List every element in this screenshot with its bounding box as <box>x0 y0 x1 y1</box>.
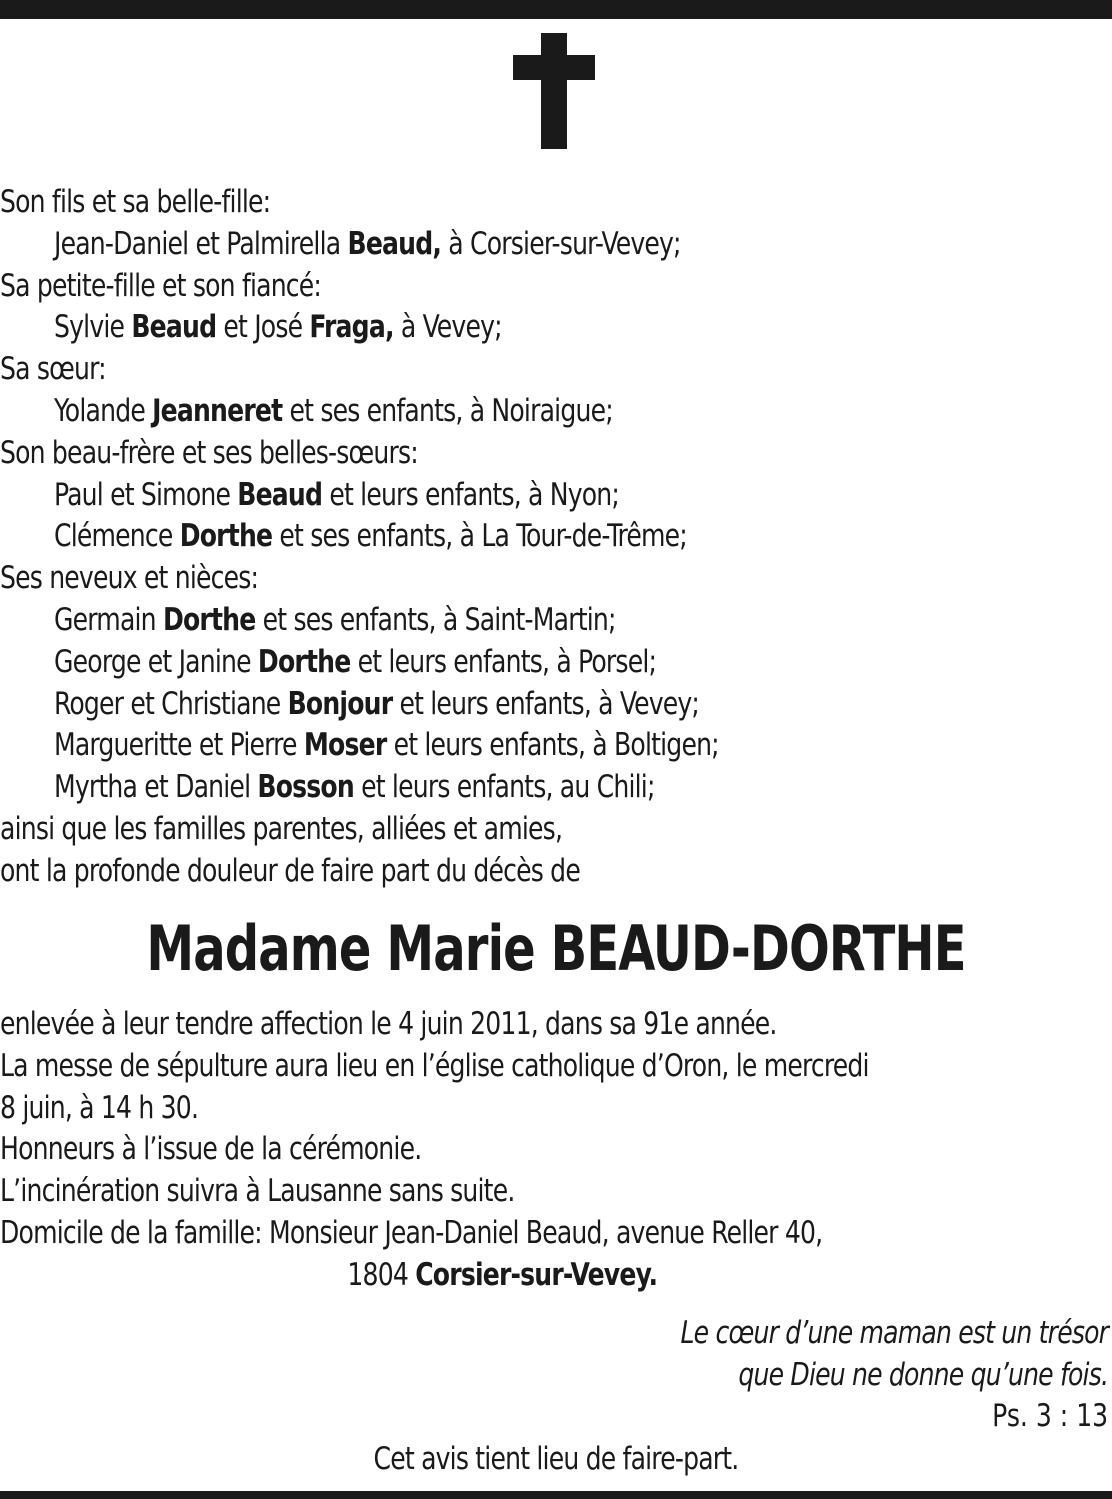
member-line: Germain Dorthe et ses enfants, à Saint-Martin; <box>54 601 616 638</box>
role-line: Ses neveux et nièces: <box>0 560 259 597</box>
member-line: Yolande Jeanneret et ses enfants, à Noiraigue; <box>54 392 613 429</box>
closing-line: ainsi que les familles parentes, alliées et amies, <box>0 810 563 847</box>
detail-line: L’incinération suivra à Lausanne sans suite. <box>0 1173 515 1210</box>
member-line: George et Janine Dorthe et leurs enfants, à Porsel; <box>54 643 657 680</box>
address-line: 1804 Corsier-sur-Vevey. <box>347 1256 658 1293</box>
quote-line: Le cœur d’une maman est un trésor <box>680 1315 1108 1351</box>
footer-note: Cet avis tient lieu de faire-part. <box>373 1441 739 1477</box>
member-line: Jean-Daniel et Palmirella Beaud, à Corsier-sur-Vevey; <box>54 225 681 262</box>
role-line: Sa sœur: <box>0 351 106 388</box>
member-line: Margueritte et Pierre Moser et leurs enfants, à Boltigen; <box>54 727 719 764</box>
member-line: Sylvie Beaud et José Fraga, à Vevey; <box>54 309 502 346</box>
deceased-name: Madame Marie BEAUD-DORTHE <box>146 912 966 985</box>
quote-reference: Ps. 3 : 13 <box>992 1398 1108 1434</box>
bottom-rule <box>0 1491 1112 1499</box>
detail-line: Domicile de la famille: Monsieur Jean-Daniel Beaud, avenue Reller 40, <box>0 1214 823 1251</box>
member-line: Roger et Christiane Bonjour et leurs enfants, à Vevey; <box>54 685 700 722</box>
detail-line: 8 juin, à 14 h 30. <box>0 1089 199 1126</box>
detail-line: enlevée à leur tendre affection le 4 juin 2011, dans sa 91e année. <box>0 1006 777 1042</box>
family-list <box>0 182 1112 893</box>
member-line: Clémence Dorthe et ses enfants, à La Tour-de-Trême; <box>54 518 687 555</box>
role-line: Sa petite-fille et son fiancé: <box>0 267 322 304</box>
role-line: Son fils et sa belle-fille: <box>0 184 271 220</box>
detail-line: La messe de sépulture aura lieu en l’église catholique d’Oron, le mercredi <box>0 1047 869 1084</box>
member-line: Myrtha et Daniel Bosson et leurs enfants, au Chili; <box>54 769 655 806</box>
funeral-details <box>0 1004 1112 1297</box>
cross-icon <box>513 33 595 149</box>
quote-line: que Dieu ne donne qu’une fois. <box>738 1356 1108 1393</box>
member-line: Paul et Simone Beaud et leurs enfants, à Nyon; <box>54 476 620 513</box>
closing-line: ont la profonde douleur de faire part du décès de <box>0 852 580 889</box>
role-line: Son beau-frère et ses belles-sœurs: <box>0 434 418 471</box>
detail-line: Honneurs à l’issue de la cérémonie. <box>0 1131 422 1168</box>
quote-block <box>633 1313 1108 1438</box>
top-rule <box>0 0 1112 19</box>
